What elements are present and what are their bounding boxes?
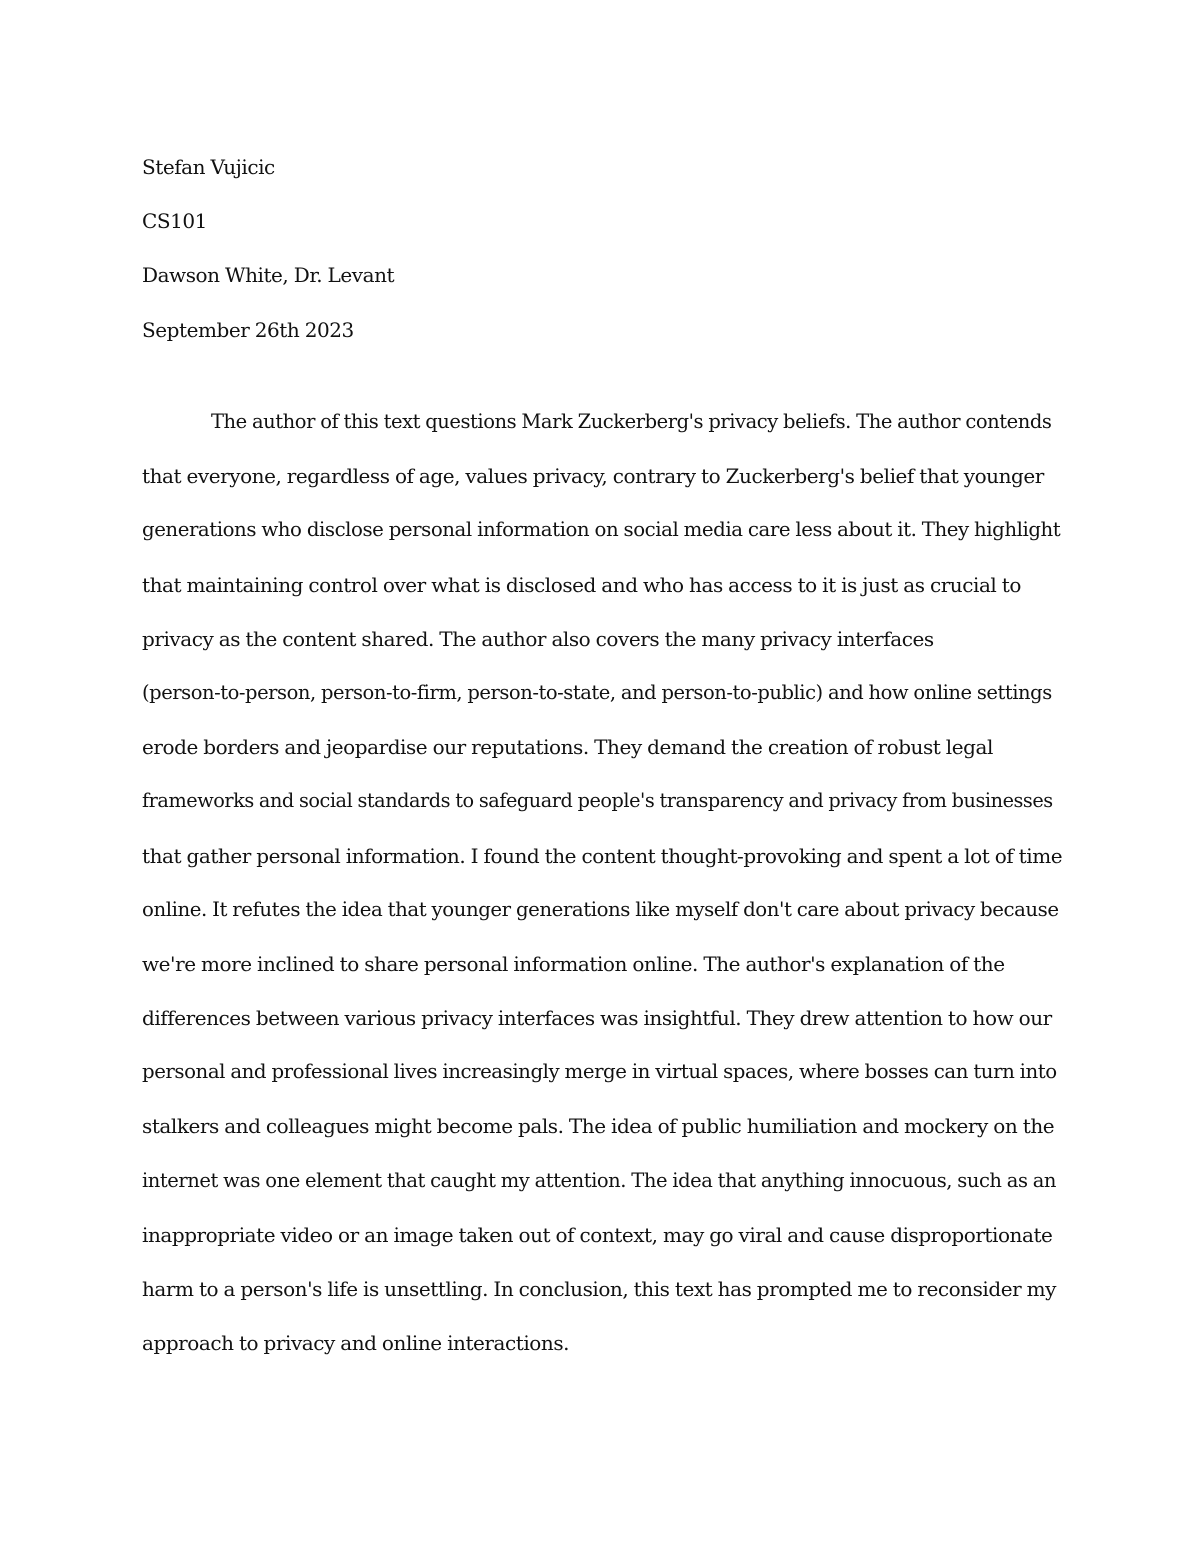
paragraph-line: personal and professional lives increasingly merge in virtual spaces, where bosses can turn into: [142, 1060, 1057, 1084]
essay-paragraph: [142, 395, 1062, 1370]
document-date: September 26th 2023: [142, 317, 354, 342]
paragraph-line: approach to privacy and online interactions.: [142, 1331, 570, 1356]
paragraph-line: that gather personal information. I found the content thought-provoking and spent a lot of time: [142, 843, 1063, 868]
paragraph-line: that everyone, regardless of age, values privacy, contrary to Zuckerberg's belief that younger: [142, 464, 1044, 489]
paragraph-line: we're more inclined to share personal information online. The author's explanation of the: [142, 951, 1005, 976]
paragraph-line: harm to a person's life is unsettling. In conclusion, this text has prompted me to reconsider my: [142, 1277, 1056, 1301]
paragraph-line: erode borders and jeopardise our reputations. They demand the creation of robust legal: [142, 735, 993, 760]
paragraph-line: (person-to-person, person-to-firm, person-to-state, and person-to-public) and how online settings: [142, 680, 1052, 704]
paragraph-line: differences between various privacy interfaces was insightful. They drew attention to how our: [142, 1006, 1052, 1031]
paragraph-line: online. It refutes the idea that younger generations like myself don't care about privacy because: [142, 897, 1059, 921]
paragraph-line: generations who disclose personal information on social media care less about it. They highlight: [142, 518, 1061, 542]
paragraph-line: The author of this text questions Mark Zuckerberg's privacy beliefs. The author contends: [211, 410, 1052, 433]
paragraph-line: inappropriate video or an image taken out of context, may go viral and cause disproportionate: [142, 1222, 1053, 1247]
document-header: [142, 140, 394, 357]
paragraph-line: stalkers and colleagues might become pals. The idea of public humiliation and mockery on the: [142, 1114, 1055, 1139]
author-name: Stefan Vujicic: [142, 155, 275, 179]
course-code: CS101: [142, 209, 207, 234]
paragraph-line: that maintaining control over what is disclosed and who has access to it is just as crucial to: [142, 572, 1021, 597]
paragraph-line: internet was one element that caught my attention. The idea that anything innocuous, such as an: [142, 1168, 1057, 1192]
paragraph-line: frameworks and social standards to safeguard people's transparency and privacy from businesses: [142, 789, 1053, 813]
paragraph-line: privacy as the content shared. The author also covers the many privacy interfaces: [142, 626, 934, 651]
instructor-names: Dawson White, Dr. Levant: [142, 263, 395, 288]
